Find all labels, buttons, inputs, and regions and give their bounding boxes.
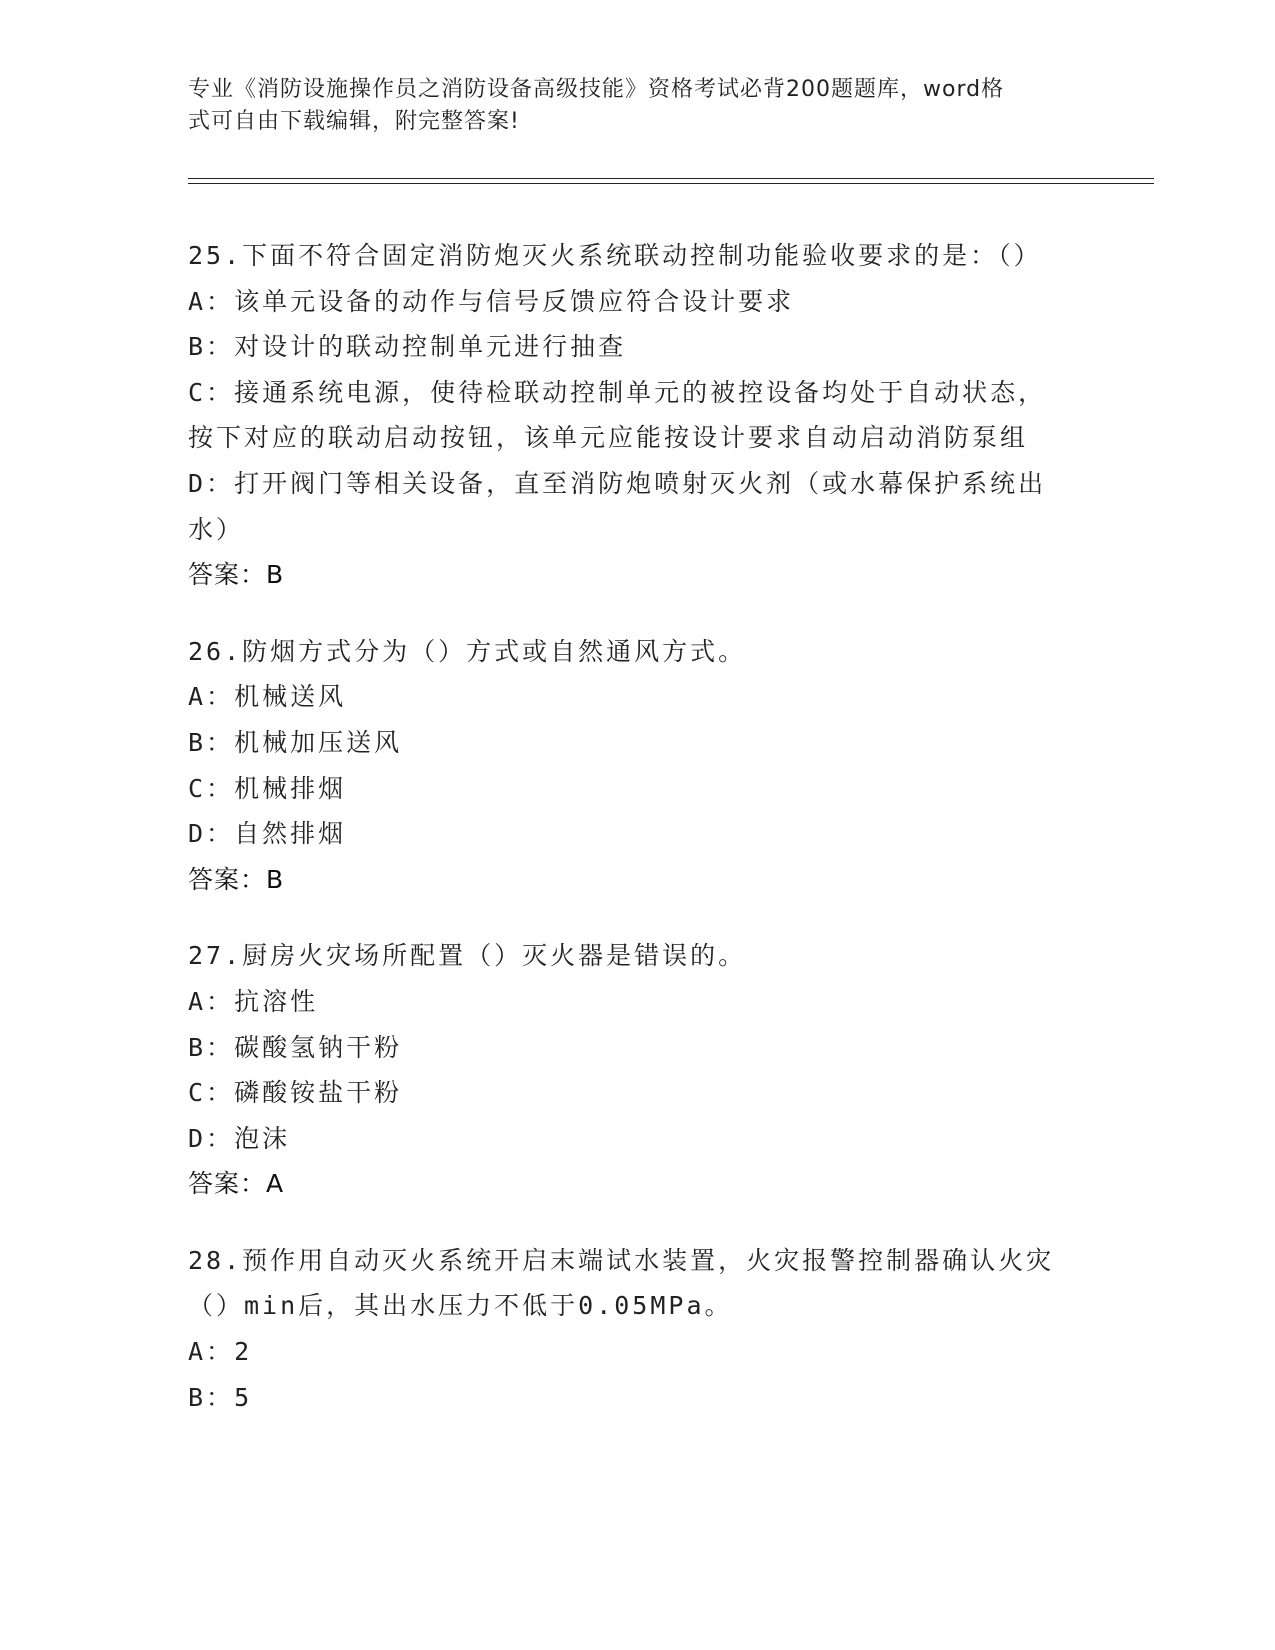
question-block [188,233,1088,598]
answer-line [188,857,1088,903]
option-text: 5 [234,1382,253,1412]
option-text: 机械排烟 [234,773,347,803]
option-text: 机械送风 [234,682,347,712]
document-header [188,74,1088,138]
option-label: C： [188,377,235,407]
answer-label: 答案： [188,1169,267,1199]
header-divider-top [188,178,1154,179]
option-label: B： [188,1032,235,1062]
option-label: B： [188,1382,235,1412]
option-text: 抗溶性 [234,986,319,1016]
option-line [188,1025,1088,1071]
answer-label: 答案： [188,560,267,590]
header-divider-bottom [188,183,1154,184]
option-line [188,811,1088,857]
option-line [188,370,1088,416]
answer-label: 答案： [188,864,267,894]
answer-line [188,1161,1088,1207]
option-text: 自然排烟 [234,819,347,849]
option-text: 水） [188,514,245,544]
option-line [188,415,1088,461]
question-block [188,933,1088,1207]
option-text: 碳酸氢钠干粉 [234,1032,403,1062]
option-line [188,461,1088,507]
option-label: C： [188,773,235,803]
option-text: 该单元设备的动作与信号反馈应符合设计要求 [234,286,795,316]
answer-value: B [266,864,285,894]
header-line-2: 式可自由下载编辑，附完整答案! [188,109,520,134]
question-block [188,1238,1088,1420]
option-line [188,766,1088,812]
answer-value: A [266,1169,285,1199]
option-line [188,279,1088,325]
option-line [188,720,1088,766]
option-line [188,507,1088,553]
option-label: A： [188,986,235,1016]
question-list [188,233,1088,1451]
question-stem: 28.预作用自动灭火系统开启末端试水装置，火灾报警控制器确认火灾 [188,1245,1055,1275]
option-line [188,1070,1088,1116]
question-stem: 26.防烟方式分为（）方式或自然通风方式。 [188,636,747,666]
option-text: 机械加压送风 [234,727,403,757]
option-label: A： [188,682,235,712]
question-stem: 27.厨房火灾场所配置（）灭火器是错误的。 [188,941,747,971]
header-line-1: 专业《消防设施操作员之消防设备高级技能》资格考试必背200题题库，word格 [188,77,1005,102]
option-text: 对设计的联动控制单元进行抽查 [234,332,627,362]
option-text: 接通系统电源，使待检联动控制单元的被控设备均处于自动状态， [234,377,1047,407]
option-label: B： [188,332,235,362]
option-label: D： [188,819,235,849]
option-line [188,1329,1088,1375]
option-line [188,1375,1088,1421]
option-label: A： [188,1337,235,1367]
option-text: 泡沫 [234,1123,291,1153]
option-text: 2 [234,1337,253,1367]
answer-line [188,552,1088,598]
option-line [188,324,1088,370]
answer-value: B [266,560,285,590]
option-line [188,674,1088,720]
option-text: 按下对应的联动启动按钮，该单元应能按设计要求自动启动消防泵组 [188,423,1029,453]
option-label: C： [188,1078,235,1108]
option-label: B： [188,727,235,757]
option-label: A： [188,286,235,316]
question-block [188,629,1088,903]
question-stem: （）min后，其出水压力不低于0.05MPa。 [188,1291,733,1321]
question-stem: 25.下面不符合固定消防炮灭火系统联动控制功能验收要求的是：（） [188,241,1042,270]
option-line [188,1116,1088,1162]
option-text: 打开阀门等相关设备，直至消防炮喷射灭火剂（或水幕保护系统出 [234,468,1047,498]
option-line [188,979,1088,1025]
option-label: D： [188,1123,235,1153]
option-text: 磷酸铵盐干粉 [234,1078,403,1108]
option-label: D： [188,468,235,498]
